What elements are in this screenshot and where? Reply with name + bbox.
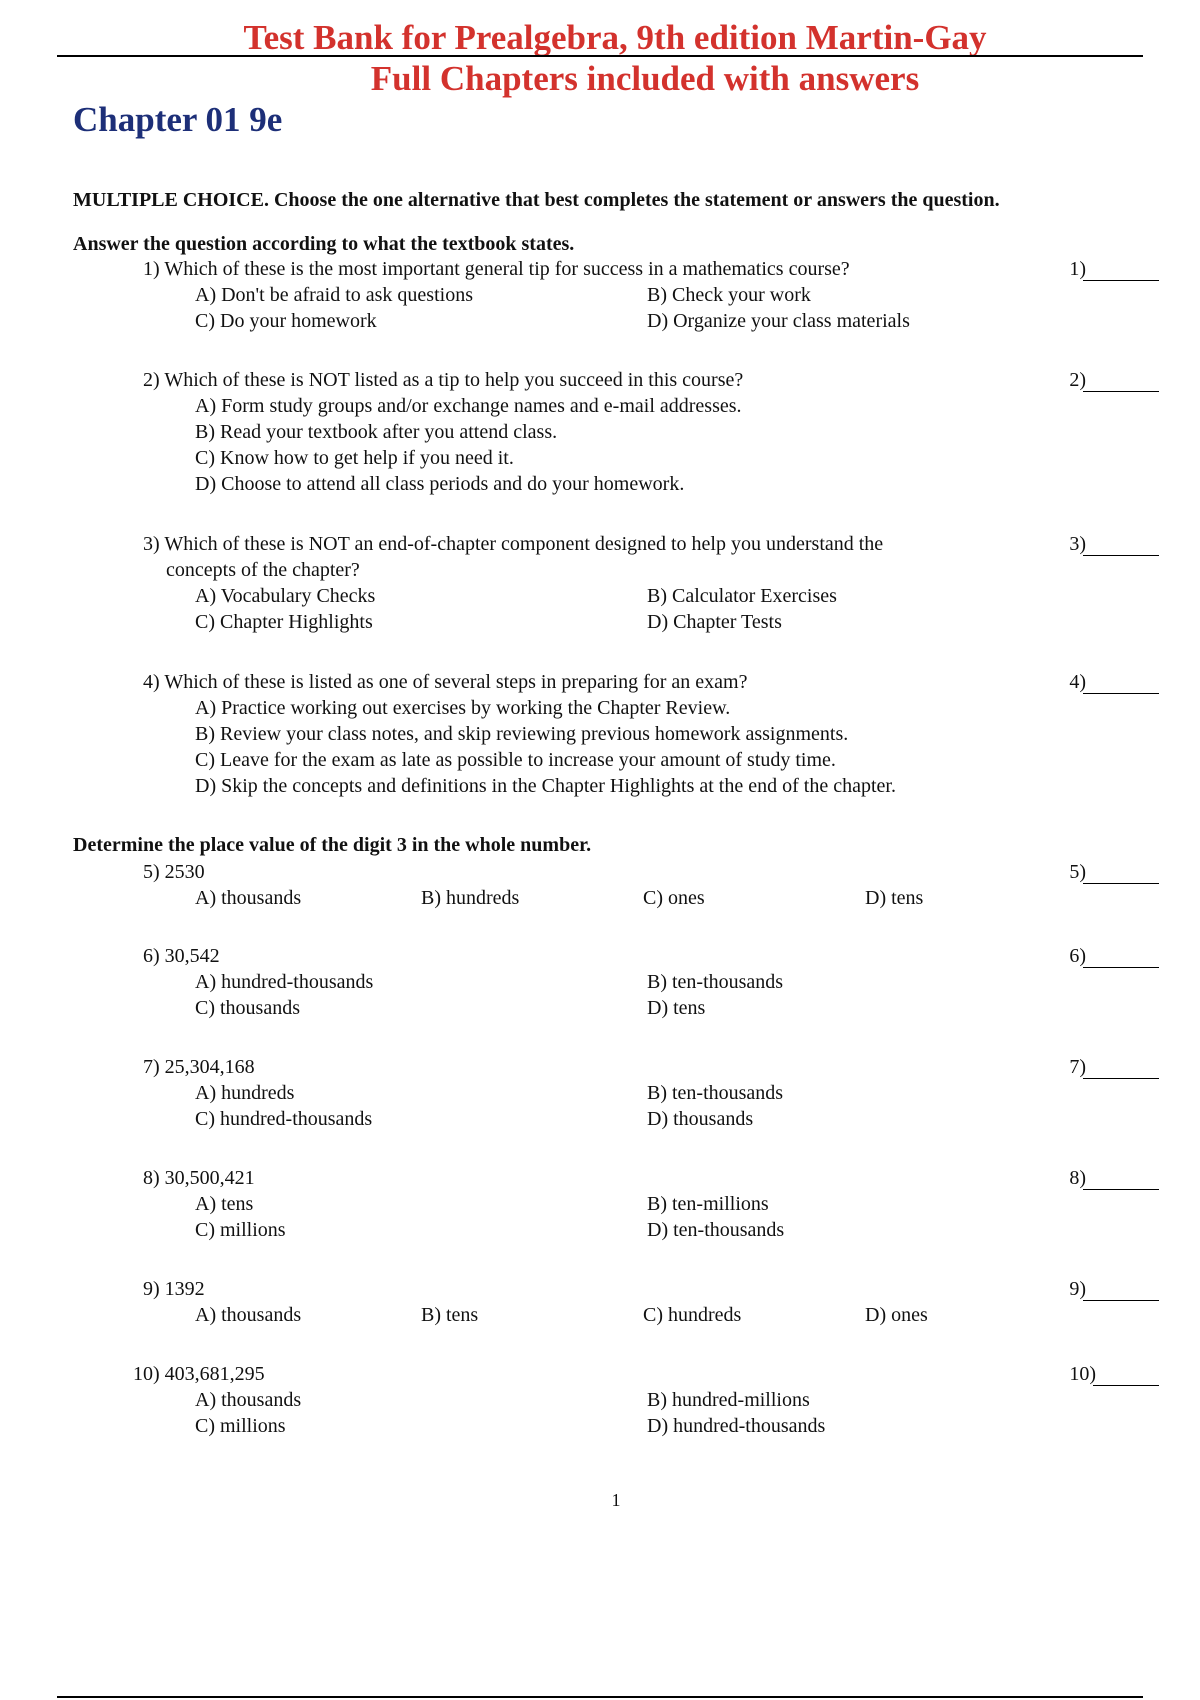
option-d: D) tens	[865, 887, 924, 909]
question-number: 8)	[143, 1167, 160, 1189]
option-c: C) Leave for the exam as late as possible to increase your amount of study time.	[195, 749, 836, 771]
option-d: D) ones	[865, 1304, 928, 1326]
question-2-text	[143, 367, 983, 393]
answer-blank[interactable]	[1083, 1276, 1159, 1301]
question-stem: 2530	[164, 861, 205, 883]
option-b: B) ten-thousands	[647, 971, 784, 993]
option-a: A) hundred-thousands	[195, 971, 374, 993]
section-heading-textbook: Answer the question according to what the textbook states.	[73, 233, 575, 255]
answer-label: 3)	[1069, 533, 1086, 555]
question-stem-continued: concepts of the chapter?	[166, 559, 360, 581]
question-stem: 25,304,168	[164, 1056, 255, 1078]
option-c: C) hundreds	[643, 1304, 742, 1326]
option-d: D) Choose to attend all class periods and do your homework.	[195, 473, 685, 495]
question-6-text	[143, 943, 983, 969]
option-b: B) ten-millions	[647, 1193, 769, 1215]
option-c: C) millions	[195, 1219, 286, 1241]
chapter-title: Chapter 01 9e	[73, 100, 283, 139]
section-heading-place-value: Determine the place value of the digit 3 in the whole number.	[73, 834, 592, 856]
question-number: 10)	[133, 1363, 160, 1385]
page-number: 1	[611, 1490, 621, 1510]
answer-label: 7)	[1069, 1056, 1086, 1078]
option-c: C) hundred-thousands	[195, 1108, 373, 1130]
question-stem: Which of these is NOT an end-of-chapter component designed to help you understand the	[164, 533, 884, 555]
question-number: 4)	[143, 671, 160, 693]
option-c: C) Do your homework	[195, 310, 377, 332]
question-4-text	[143, 669, 983, 695]
option-b: B) tens	[421, 1304, 479, 1326]
option-c: C) thousands	[195, 997, 300, 1019]
option-d: D) hundred-thousands	[647, 1415, 826, 1437]
header-title-line2: Full Chapters included with answers	[370, 59, 920, 98]
answer-label: 5)	[1069, 861, 1086, 883]
question-10-text	[133, 1361, 973, 1387]
question-7-text	[143, 1054, 983, 1080]
question-stem: Which of these is listed as one of several steps in preparing for an exam?	[164, 671, 748, 693]
answer-blank[interactable]	[1083, 1054, 1159, 1079]
answer-label: 8)	[1069, 1167, 1086, 1189]
option-a: A) hundreds	[195, 1082, 295, 1104]
answer-blank[interactable]	[1083, 1165, 1159, 1190]
answer-label: 1)	[1069, 258, 1086, 280]
question-stem: 30,542	[164, 945, 220, 967]
question-5-text	[143, 859, 983, 885]
option-b: B) ten-thousands	[647, 1082, 784, 1104]
option-b: B) Check your work	[647, 284, 811, 306]
option-b: B) hundreds	[421, 887, 520, 909]
question-8-text	[143, 1165, 983, 1191]
answer-blank[interactable]	[1083, 256, 1159, 281]
question-number: 9)	[143, 1278, 160, 1300]
header-title-line1: Test Bank for Prealgebra, 9th edition Martin-Gay	[243, 18, 987, 57]
question-stem: 1392	[164, 1278, 205, 1300]
footer-rule	[57, 1696, 1143, 1698]
header-rule	[57, 55, 1143, 57]
option-d: D) thousands	[647, 1108, 754, 1130]
answer-label: 4)	[1069, 671, 1086, 693]
question-number: 5)	[143, 861, 160, 883]
answer-blank[interactable]	[1083, 859, 1159, 884]
option-c: C) ones	[643, 887, 705, 909]
question-stem: 30,500,421	[164, 1167, 255, 1189]
option-d: D) Chapter Tests	[647, 611, 782, 633]
option-a: A) tens	[195, 1193, 254, 1215]
answer-label: 10)	[1069, 1363, 1096, 1385]
option-b: B) Review your class notes, and skip reviewing previous homework assignments.	[195, 723, 849, 745]
option-d: D) Skip the concepts and definitions in the Chapter Highlights at the end of the chapter.	[195, 775, 896, 797]
option-c: C) Chapter Highlights	[195, 611, 373, 633]
option-a: A) Practice working out exercises by working the Chapter Review.	[195, 697, 731, 719]
option-b: B) hundred-millions	[647, 1389, 810, 1411]
option-d: D) Organize your class materials	[647, 310, 910, 332]
option-c: C) millions	[195, 1415, 286, 1437]
option-a: A) thousands	[195, 1304, 302, 1326]
question-number: 3)	[143, 533, 160, 555]
option-a: A) Vocabulary Checks	[195, 585, 376, 607]
question-number: 1)	[143, 258, 160, 280]
option-a: A) thousands	[195, 1389, 302, 1411]
option-c: C) Know how to get help if you need it.	[195, 447, 514, 469]
option-a: A) thousands	[195, 887, 302, 909]
option-d: D) tens	[647, 997, 706, 1019]
answer-label: 2)	[1069, 369, 1086, 391]
question-9-text	[143, 1276, 983, 1302]
question-1-text	[143, 256, 983, 282]
question-stem: 403,681,295	[164, 1363, 265, 1385]
answer-blank[interactable]	[1083, 531, 1159, 556]
option-a: A) Form study groups and/or exchange names and e-mail addresses.	[195, 395, 742, 417]
option-d: D) ten-thousands	[647, 1219, 785, 1241]
question-stem: Which of these is the most important general tip for success in a mathematics course?	[164, 258, 850, 280]
multiple-choice-instructions: MULTIPLE CHOICE. Choose the one alternative that best completes the statement or answers the question.	[73, 189, 1000, 211]
option-b: B) Calculator Exercises	[647, 585, 837, 607]
question-number: 7)	[143, 1056, 160, 1078]
answer-label: 9)	[1069, 1278, 1086, 1300]
question-number: 6)	[143, 945, 160, 967]
answer-blank[interactable]	[1083, 367, 1159, 392]
question-stem: Which of these is NOT listed as a tip to help you succeed in this course?	[164, 369, 744, 391]
question-3-text	[143, 531, 983, 583]
answer-label: 6)	[1069, 945, 1086, 967]
answer-blank[interactable]	[1083, 943, 1159, 968]
option-b: B) Read your textbook after you attend class.	[195, 421, 558, 443]
answer-blank[interactable]	[1093, 1361, 1159, 1386]
question-number: 2)	[143, 369, 160, 391]
option-a: A) Don't be afraid to ask questions	[195, 284, 473, 306]
answer-blank[interactable]	[1083, 669, 1159, 694]
